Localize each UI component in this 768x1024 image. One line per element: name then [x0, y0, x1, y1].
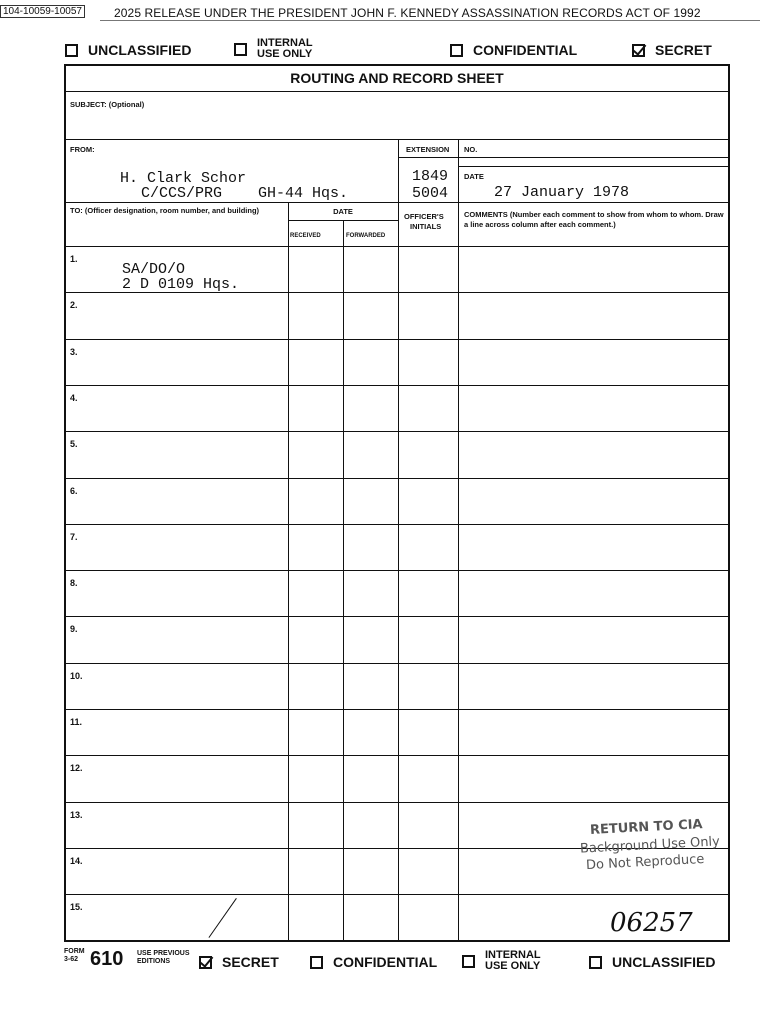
row-number: 12.: [70, 763, 83, 774]
rule-title: [64, 91, 730, 92]
form-number: 610: [90, 948, 124, 970]
row-rule: [64, 524, 730, 525]
row-rule: [64, 802, 730, 803]
from-name: H. Clark Schor: [120, 170, 247, 187]
use-previous-2: EDITIONS: [137, 958, 171, 965]
classification-secret: [632, 42, 712, 58]
internal-label: [257, 38, 313, 60]
form-label-group: [64, 948, 85, 964]
footer-confidential-checkbox[interactable]: [310, 956, 323, 969]
row-rule: [64, 894, 730, 895]
footer-internal-checkbox[interactable]: [462, 955, 475, 968]
vline-comments: [458, 139, 459, 942]
row-number: 3.: [70, 346, 78, 357]
vline-initials-left: [398, 139, 399, 942]
confidential-checkbox[interactable]: [450, 44, 463, 57]
officers-initials-1: OFFICER'S: [404, 212, 444, 221]
stamp-line2: Background Use Only: [579, 834, 721, 857]
row-rule: [64, 385, 730, 386]
confidential-label: CONFIDENTIAL: [473, 42, 578, 58]
release-notice: 2025 RELEASE UNDER THE PRESIDENT JOHN F. KENNEDY ASSASSINATION RECORDS ACT OF 1992: [114, 6, 701, 20]
top-rule: [100, 20, 760, 21]
row-number: 4.: [70, 392, 78, 403]
footer-unclassified-label: UNCLASSIFIED: [612, 954, 716, 970]
classification-unclassified: [65, 42, 191, 58]
stamp-line3: Do Not Reproduce: [585, 851, 705, 874]
subject-label-group: [70, 100, 144, 109]
extension-1: 1849: [412, 168, 449, 185]
rule-date-split: [288, 220, 398, 221]
row-number: 15.: [70, 902, 83, 913]
row-number: 8.: [70, 578, 78, 589]
from-label: FROM:: [70, 145, 95, 154]
rule-ext-label: [398, 157, 730, 158]
classification-confidential: [450, 42, 577, 58]
row-rule: [64, 431, 730, 432]
row-recipient-line2: 2 D 0109 Hqs.: [122, 276, 240, 293]
from-office: C/CCS/PRG: [141, 185, 223, 202]
vline-received: [288, 202, 289, 942]
comments-label: COMMENTS (Number each comment to show from whom to whom. Draw a line across column after each comment.): [464, 210, 724, 229]
vline-forwarded: [343, 220, 344, 942]
footer-secret-label: SECRET: [222, 954, 279, 970]
form-date: 3-62: [64, 956, 79, 963]
footer-confidential-label: CONFIDENTIAL: [333, 954, 438, 970]
forwarded-label: FORWARDED: [346, 233, 386, 239]
footer-internal: [462, 950, 541, 972]
internal-line2: USE ONLY: [257, 48, 313, 60]
no-label: NO.: [464, 145, 478, 154]
date-label: DATE: [464, 172, 484, 181]
row-rule: [64, 478, 730, 479]
row-rule: [64, 663, 730, 664]
use-previous-1: USE PREVIOUS: [137, 950, 190, 957]
footer-unclassified-checkbox[interactable]: [589, 956, 602, 969]
extension-2: 5004: [412, 185, 449, 202]
row-number: 14.: [70, 855, 83, 866]
subject-label: SUBJECT:: [70, 100, 107, 109]
subject-optional: (Optional): [108, 100, 145, 109]
internal-line1: INTERNAL: [257, 37, 313, 49]
row-number: 7.: [70, 531, 78, 542]
row-number: 6.: [70, 485, 78, 496]
row-number: 11.: [70, 717, 83, 727]
to-label: TO: (Officer designation, room number, and building): [70, 206, 260, 215]
row-number: 13.: [70, 809, 83, 820]
row-rule: [64, 339, 730, 340]
rule-header: [64, 246, 730, 247]
row-rule: [64, 616, 730, 617]
date-col-label: DATE: [333, 207, 353, 216]
unclassified-checkbox[interactable]: [65, 44, 78, 57]
rule-from: [64, 202, 730, 203]
from-room: GH-44 Hqs.: [258, 185, 349, 202]
handwritten-number: 06257: [610, 908, 693, 938]
row-number: 5.: [70, 439, 78, 450]
form-label: FORM: [64, 948, 85, 955]
secret-label: SECRET: [655, 42, 712, 58]
row-number: 2.: [70, 300, 78, 311]
document-id: 104-10059-10057: [0, 5, 85, 18]
row-recipient-line1: SA/DO/O: [122, 261, 186, 278]
footer-secret-checkbox[interactable]: [199, 956, 212, 969]
footer-internal-label: [485, 950, 541, 972]
rule-subject: [64, 139, 730, 140]
use-previous: [137, 950, 190, 966]
row-number: 10.: [70, 670, 83, 681]
row-rule: [64, 709, 730, 710]
row-rule: [64, 755, 730, 756]
extension-label: EXTENSION: [406, 145, 450, 154]
unclassified-label: UNCLASSIFIED: [88, 42, 192, 58]
row-number: 1.: [70, 254, 78, 264]
classification-internal: [234, 38, 313, 60]
footer-internal-line2: USE ONLY: [485, 960, 541, 972]
row-rule: [64, 570, 730, 571]
rule-no: [458, 166, 730, 167]
internal-checkbox[interactable]: [234, 43, 247, 56]
date-value: 27 January 1978: [494, 184, 630, 201]
form-title: ROUTING AND RECORD SHEET: [290, 70, 504, 86]
footer-confidential: [310, 954, 437, 970]
stamp-line1: RETURN TO CIA: [589, 817, 703, 838]
footer-secret: [199, 954, 279, 970]
footer-unclassified: [589, 954, 715, 970]
footer-internal-line1: INTERNAL: [485, 949, 541, 961]
received-label: RECEIVED: [290, 233, 321, 239]
secret-checkbox[interactable]: [632, 44, 645, 57]
row-number: 9.: [70, 624, 78, 635]
officers-initials-2: INITIALS: [410, 222, 442, 231]
